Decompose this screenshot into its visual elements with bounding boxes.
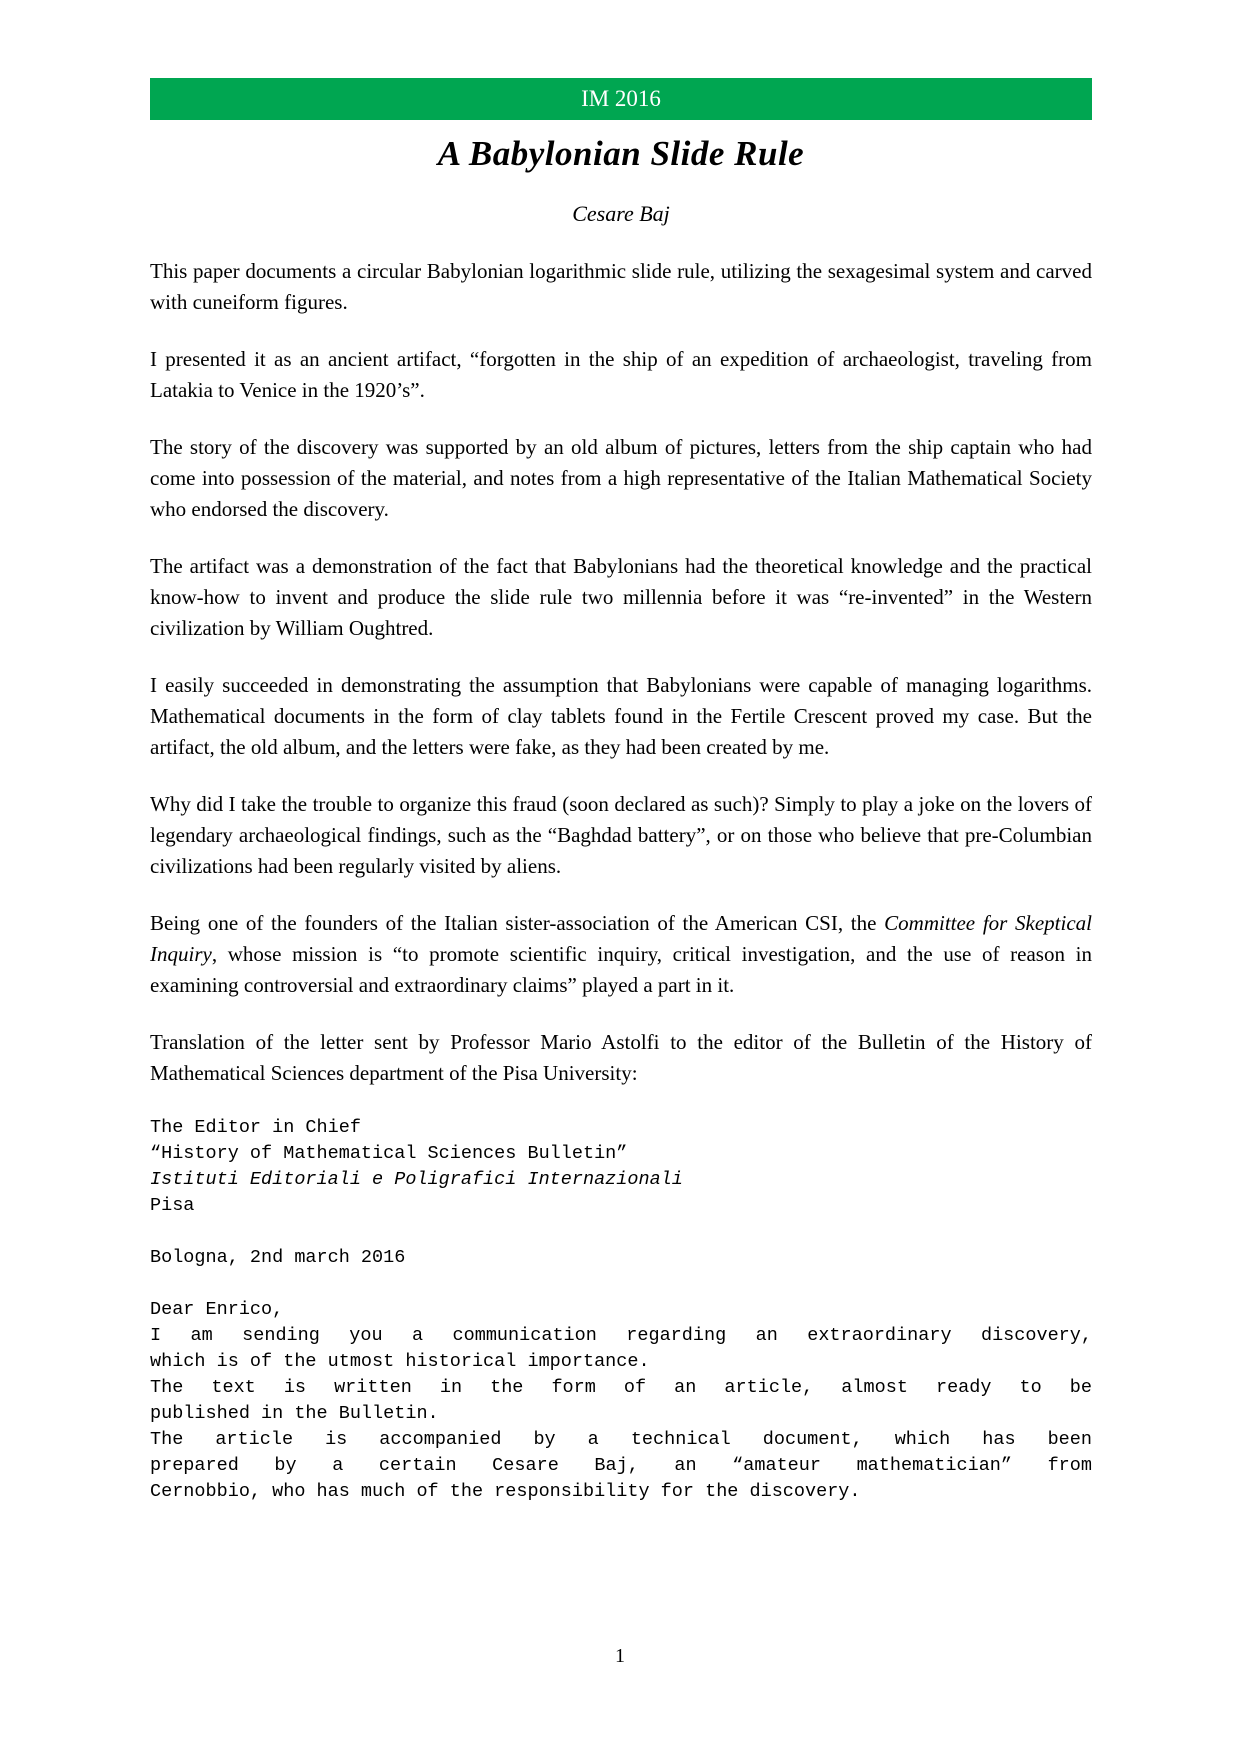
paragraph-segment: Why did I take the trouble to organize this fraud (soon declared as such)? Simply to play a joke on the lovers of legendary archaeological findings, such as the “Baghdad battery”, or on those who believe that pre-Columbian civilizations had been regularly visited by aliens. (150, 792, 1092, 878)
paragraph (150, 789, 1092, 882)
paragraph-italic-segment: Committee for Skeptical Inquiry (150, 911, 1092, 966)
author-name: Cesare Baj (572, 201, 670, 226)
letter-line: Pisa (150, 1195, 195, 1216)
letter-line (150, 1219, 1092, 1245)
paragraph (150, 551, 1092, 644)
paragraph (150, 344, 1092, 406)
letter-line: Cernobbio, who has much of the responsibility for the discovery. (150, 1481, 861, 1502)
paragraph-segment: I easily succeeded in demonstrating the assumption that Babylonians were capable of managing logarithms. Mathematical documents in the form of clay tablets found in the Fertile Crescent proved my case. But the artifact, the old album, and the letters were fake, as they had been created by me. (150, 673, 1092, 759)
letter-line: The text is written in the form of an article, almost ready to be (150, 1377, 1092, 1398)
page-content (150, 134, 1092, 1505)
banner-label: IM 2016 (581, 86, 661, 111)
letter-line (150, 1271, 1092, 1297)
letter-line: prepared by a certain Cesare Baj, an “amateur mathematician” from (150, 1455, 1092, 1476)
paragraph-segment: I presented it as an ancient artifact, “forgotten in the ship of an expedition of archaeologist, traveling from Latakia to Venice in the 1920’s”. (150, 347, 1092, 402)
paragraph-segment: The artifact was a demonstration of the fact that Babylonians had the theoretical knowledge and the practical know-how to invent and produce the slide rule two millennia before it was “re-invented” in the Western civilization by William Oughtred. (150, 554, 1092, 640)
page-number: 1 (615, 1645, 625, 1667)
paragraph-segment: Translation of the letter sent by Professor Mario Astolfi to the editor of the Bulletin of the History of Mathematical Sciences department of the Pisa University: (150, 1030, 1092, 1085)
letter-line: The Editor in Chief (150, 1117, 361, 1138)
header-banner (150, 78, 1092, 120)
letter-block (150, 1115, 1092, 1505)
paragraph (150, 432, 1092, 525)
paragraph (150, 256, 1092, 318)
paragraph (150, 1027, 1092, 1089)
page-title: A Babylonian Slide Rule (437, 134, 805, 173)
paragraph (150, 908, 1092, 1001)
body-paragraphs (150, 256, 1092, 1089)
letter-line: The article is accompanied by a technical document, which has been (150, 1429, 1092, 1450)
letter-line: I am sending you a communication regarding an extraordinary discovery, (150, 1325, 1092, 1346)
paragraph-segment: This paper documents a circular Babylonian logarithmic slide rule, utilizing the sexagesimal system and carved with cuneiform figures. (150, 259, 1092, 314)
letter-line: “History of Mathematical Sciences Bulletin” (150, 1143, 628, 1164)
paragraph (150, 670, 1092, 763)
letter-line: which is of the utmost historical importance. (150, 1351, 650, 1372)
letter-line: published in the Bulletin. (150, 1403, 439, 1424)
letter-line: Dear Enrico, (150, 1299, 284, 1320)
paragraph-segment: , whose mission is “to promote scientific inquiry, critical investigation, and the use of reason in examining controversial and extraordinary claims” played a part in it. (150, 942, 1092, 997)
letter-line: Istituti Editoriali e Poligrafici Internazionali (150, 1169, 683, 1190)
letter-line: Bologna, 2nd march 2016 (150, 1247, 406, 1268)
paragraph-segment: Being one of the founders of the Italian sister-association of the American CSI, the (150, 911, 885, 935)
paragraph-segment: The story of the discovery was supported by an old album of pictures, letters from the ship captain who had come into possession of the material, and notes from a high representative of the Italian Mathematical Society who endorsed the discovery. (150, 435, 1092, 521)
